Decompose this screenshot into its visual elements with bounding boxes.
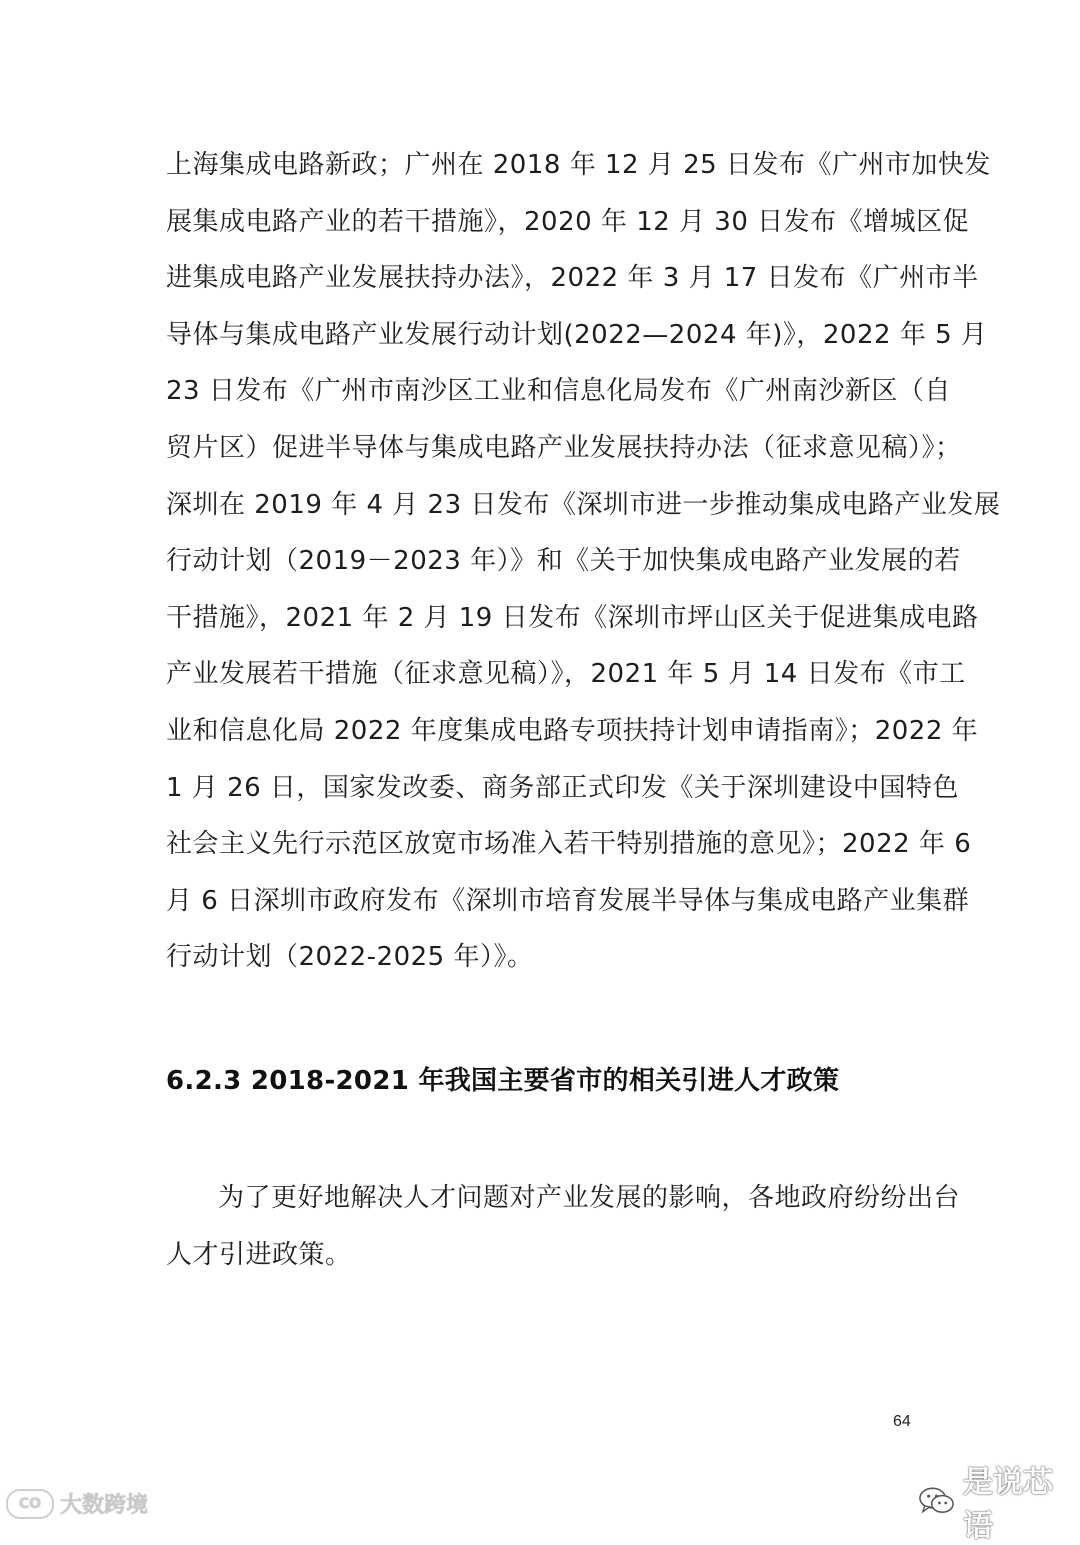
watermark-left-text: 大数跨境	[60, 1493, 149, 1518]
paragraph-1-line: 贸片区）促进半导体与集成电路产业发展扶持办法（征求意见稿）》；	[166, 432, 962, 463]
wechat-icon	[918, 1486, 955, 1516]
paragraph-2-line: 人才引进政策。	[166, 1239, 352, 1270]
paragraph-1-line: 上海集成电路新政；广州在 2018 年 12 月 25 日发布《广州市加快发	[166, 150, 991, 180]
paragraph-1-line: 行动计划（2019－2023 年）》和《关于加快集成电路产业发展的若	[166, 546, 961, 577]
paragraph-1-line: 业和信息化局 2022 年度集成电路专项扶持计划申请指南》；2022 年	[166, 715, 979, 746]
watermark-right-text: 是说芯语	[963, 1465, 1054, 1544]
watermark-logo-icon: CO	[6, 1489, 54, 1519]
page-number: 64	[893, 1413, 911, 1430]
paragraph-1-line: 产业发展若干措施（征求意见稿）》，2021 年 5 月 14 日发布《市工	[166, 659, 966, 690]
paragraph-1-line: 进集成电路产业发展扶持办法》，2022 年 3 月 17 日发布《广州市半	[166, 263, 979, 294]
paragraph-1-line: 导体与集成电路产业发展行动计划(2022—2024 年)》，2022 年 5 月	[166, 319, 988, 350]
paragraph-2-line: 为了更好地解决人才问题对产业发展的影响，各地政府纷纷出台	[218, 1183, 961, 1213]
paragraph-1	[166, 137, 1001, 986]
paragraph-2	[166, 1170, 961, 1283]
paragraph-1-line: 23 日发布《广州市南沙区工业和信息化局发布《广州南沙新区（自	[166, 376, 951, 407]
paragraph-1-line: 干措施》，2021 年 2 月 19 日发布《深圳市坪山区关于促进集成电路	[166, 602, 979, 633]
paragraph-1-line: 月 6 日深圳市政府发布《深圳市培育发展半导体与集成电路产业集群	[166, 885, 970, 916]
section-heading: 6.2.3 2018-2021 年我国主要省市的相关引进人才政策	[166, 1066, 840, 1096]
paragraph-1-line: 展集成电路产业的若干措施》，2020 年 12 月 30 日发布《增城区促	[166, 206, 970, 237]
paragraph-1-line: 社会主义先行示范区放宽市场准入若干特别措施的意见》；2022 年 6	[166, 829, 972, 860]
paragraph-1-line: 1 月 26 日，国家发改委、商务部正式印发《关于深圳建设中国特色	[166, 772, 959, 803]
watermark-right	[918, 1457, 1080, 1545]
watermark-left	[6, 1488, 148, 1519]
paragraph-1-line: 行动计划（2022-2025 年）》。	[166, 942, 534, 973]
paragraph-1-line: 深圳在 2019 年 4 月 23 日发布《深圳市进一步推动集成电路产业发展	[166, 489, 1001, 520]
